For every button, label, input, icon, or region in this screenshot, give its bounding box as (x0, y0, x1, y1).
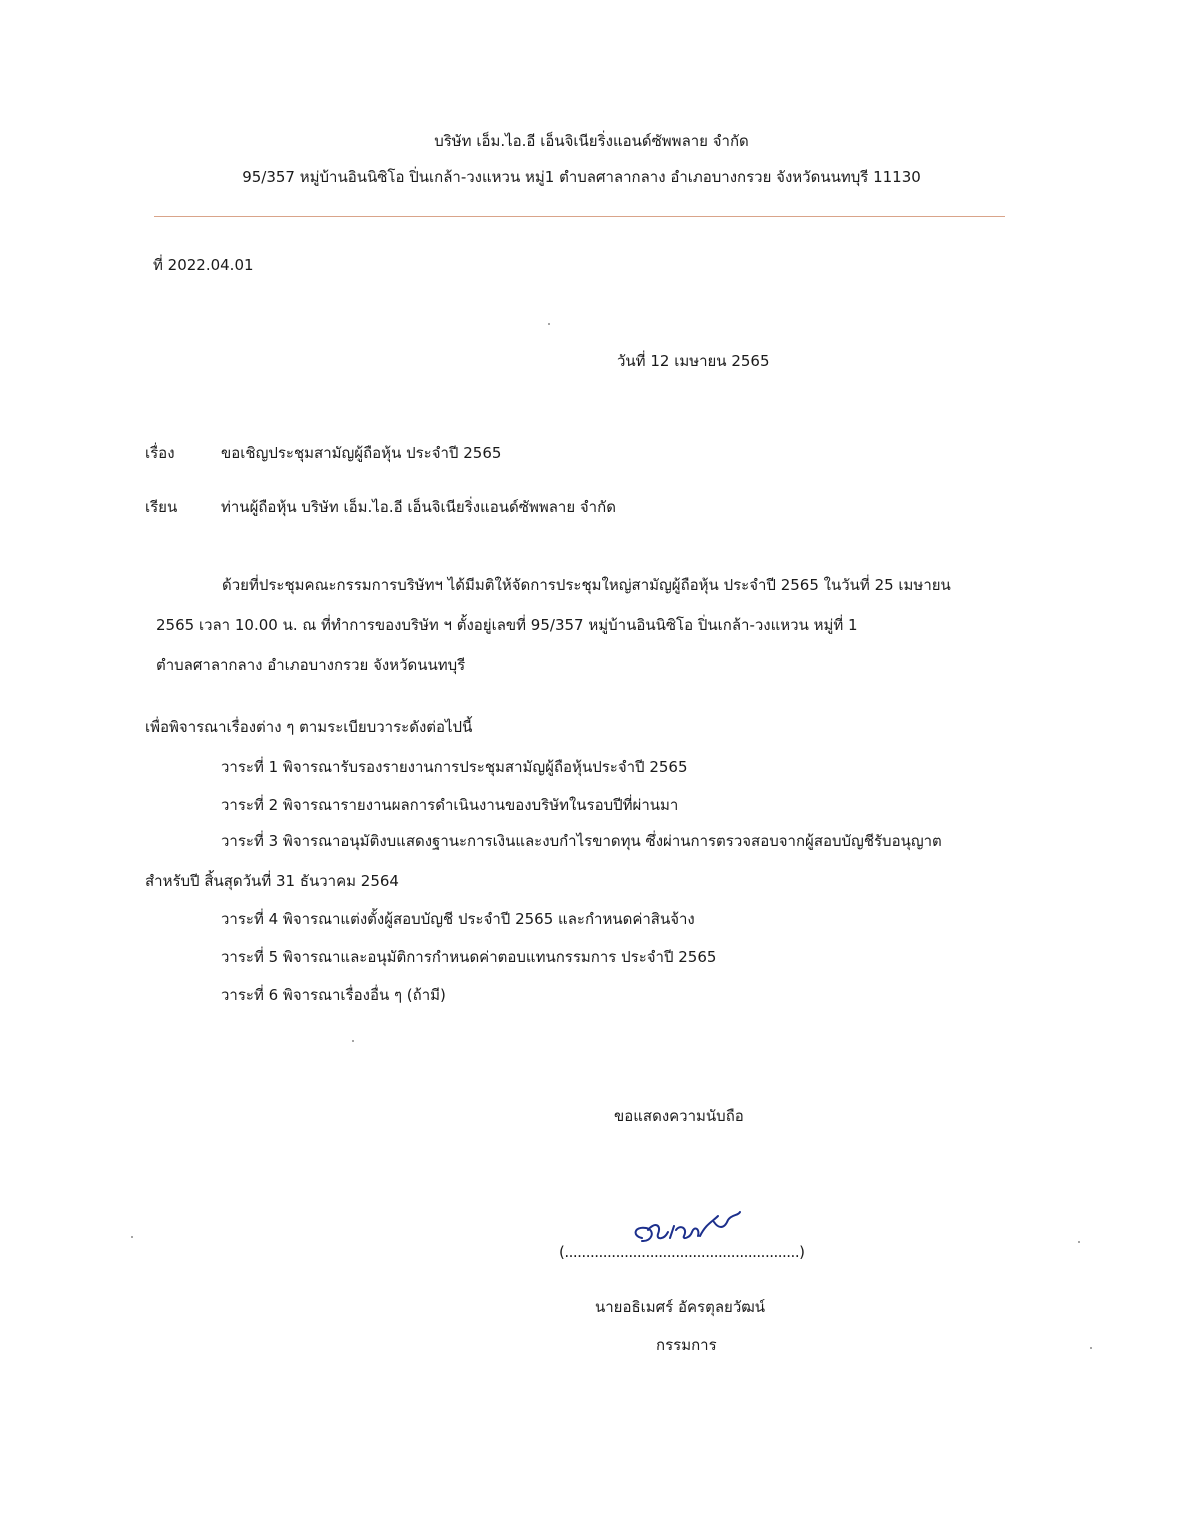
body-line-3: ตำบลศาลากลาง อำเภอบางกรวย จังหวัดนนทบุรี (156, 656, 466, 674)
company-name: บริษัท เอ็ม.ไอ.อี เอ็นจิเนียริ่งแอนด์ซัพพลาย จำกัด (434, 132, 749, 150)
subject-text: ขอเชิญประชุมสามัญผู้ถือหุ้น ประจำปี 2565 (221, 444, 502, 462)
agenda-item-4: วาระที่ 4 พิจารณาแต่งตั้งผู้สอบบัญชี ประจำปี 2565 และกำหนดค่าสินจ้าง (221, 910, 695, 928)
subject-label: เรื่อง (145, 444, 175, 462)
scan-speck (1078, 1241, 1080, 1243)
scan-speck (352, 1040, 354, 1042)
body-line-1: ด้วยที่ประชุมคณะกรรมการบริษัทฯ ได้มีมติให้จัดการประชุมใหญ่สามัญผู้ถือหุ้น ประจำปี 2565 ในวันที่ 25 เมษายน (222, 576, 951, 594)
body-line-2: 2565 เวลา 10.00 น. ณ ที่ทำการของบริษัท ฯ ตั้งอยู่เลขที่ 95/357 หมู่บ้านอินนิซิโอ ปิ่นเกล้า-วงแหวน หมู่ที่ 1 (156, 616, 858, 634)
signature-line: (.......................................................) (559, 1243, 805, 1261)
reference-number: ที่ 2022.04.01 (153, 256, 254, 274)
scan-speck (131, 1236, 133, 1238)
scan-speck (548, 323, 550, 325)
recipient-text: ท่านผู้ถือหุ้น บริษัท เอ็ม.ไอ.อี เอ็นจิเนียริ่งแอนด์ซัพพลาย จำกัด (221, 498, 616, 516)
recipient-label: เรียน (145, 498, 178, 516)
letter-date: วันที่ 12 เมษายน 2565 (617, 352, 770, 370)
closing-regards: ขอแสดงความนับถือ (614, 1107, 744, 1125)
agenda-item-5: วาระที่ 5 พิจารณาและอนุมัติการกำหนดค่าตอบแทนกรรมการ ประจำปี 2565 (221, 948, 717, 966)
letterhead-divider (154, 216, 1005, 217)
agenda-item-3-continued: สำหรับปี สิ้นสุดวันที่ 31 ธันวาคม 2564 (145, 872, 399, 890)
agenda-intro: เพื่อพิจารณาเรื่องต่าง ๆ ตามระเบียบวาระดังต่อไปนี้ (145, 718, 473, 736)
agenda-item-2: วาระที่ 2 พิจารณารายงานผลการดำเนินงานของบริษัทในรอบปีที่ผ่านมา (221, 796, 679, 814)
agenda-item-3: วาระที่ 3 พิจารณาอนุมัติงบแสดงฐานะการเงินและงบกำไรขาดทุน ซึ่งผ่านการตรวจสอบจากผู้สอบบัญชีรับอนุญาต (221, 832, 942, 850)
agenda-item-1: วาระที่ 1 พิจารณารับรองรายงานการประชุมสามัญผู้ถือหุ้นประจำปี 2565 (221, 758, 688, 776)
scan-speck (1090, 1347, 1092, 1349)
signer-name: นายอธิเมศร์ อัครตุลยวัฒน์ (595, 1298, 766, 1316)
agenda-item-6: วาระที่ 6 พิจารณาเรื่องอื่น ๆ (ถ้ามี) (221, 986, 446, 1004)
company-address: 95/357 หมู่บ้านอินนิซิโอ ปิ่นเกล้า-วงแหวน หมู่1 ตำบลศาลากลาง อำเภอบางกรวย จังหวัดนนทบุรี 11130 (242, 168, 921, 186)
signer-position: กรรมการ (656, 1336, 717, 1354)
